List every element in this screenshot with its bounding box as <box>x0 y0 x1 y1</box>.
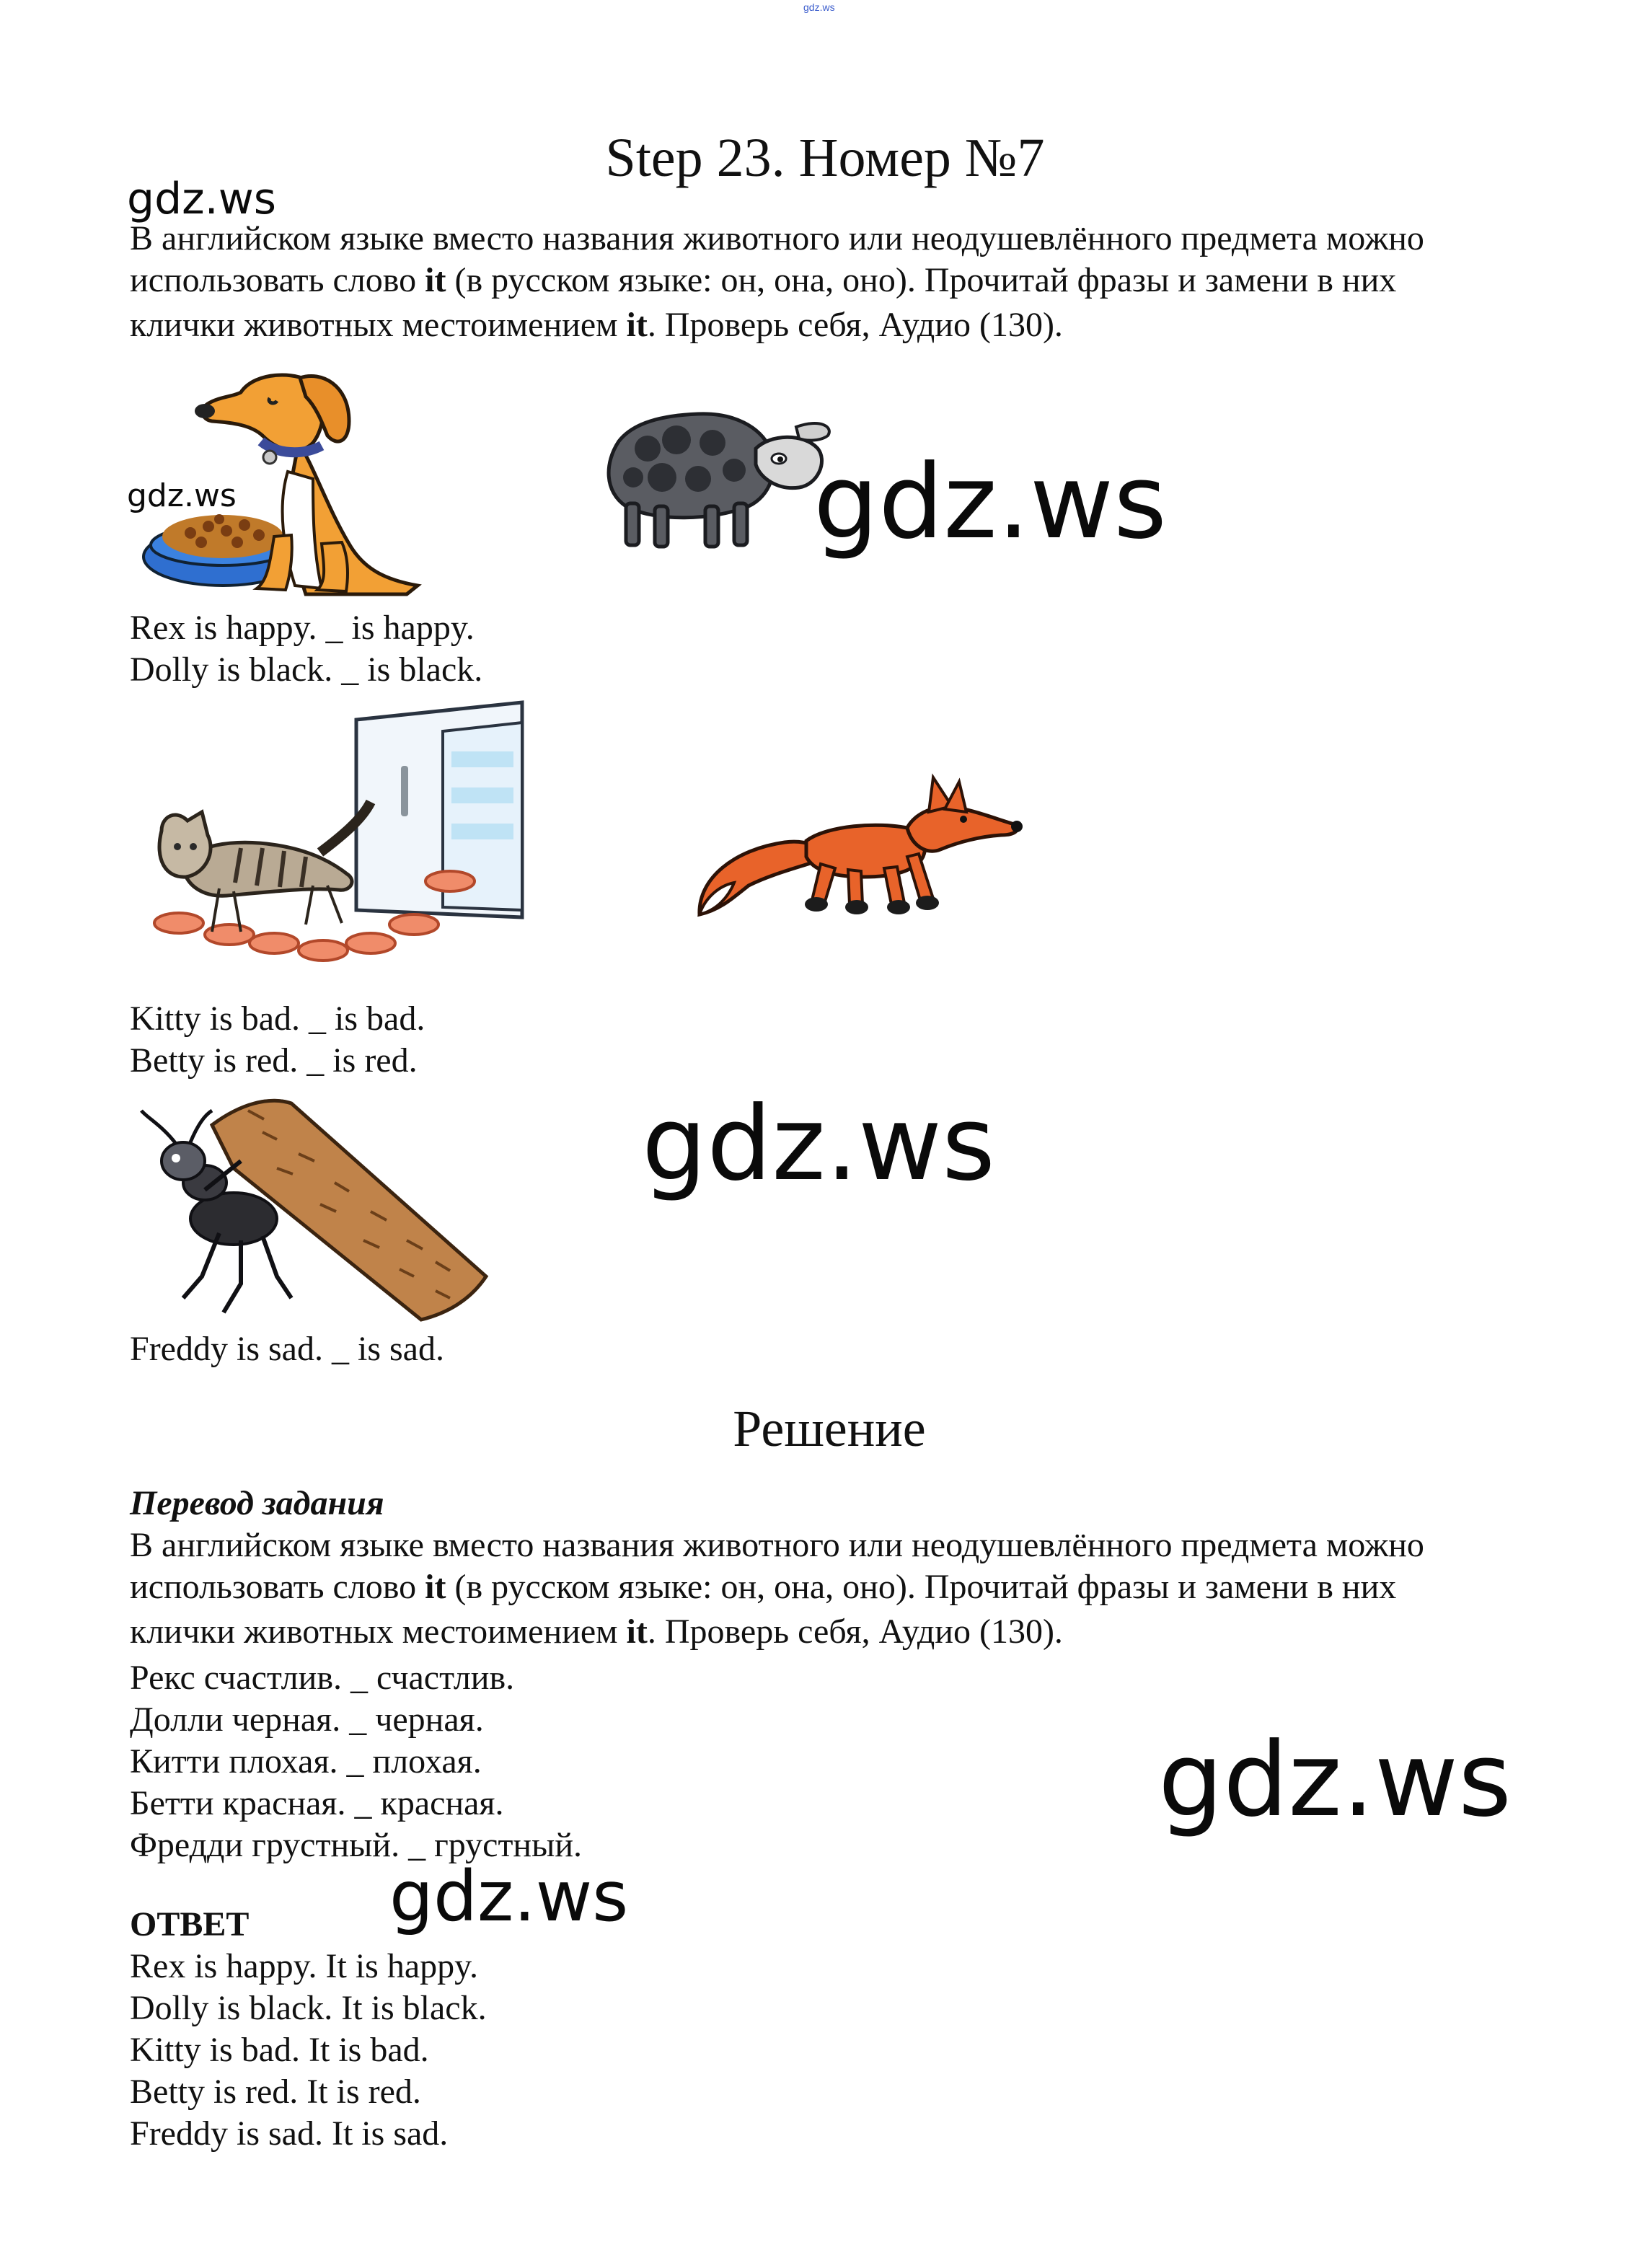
ru-line: Рекс счастлив. _ счастлив. <box>130 1659 515 1697</box>
top-site-mark: gdz.ws <box>803 1 835 13</box>
exercise-kitty: Kitty is bad. _ is bad. <box>130 1000 425 1038</box>
answer-line: Freddy is sad. It is sad. <box>130 2114 449 2153</box>
page-title: Step 23. Номер №7 <box>605 128 1045 188</box>
watermark: gdz.ws <box>389 1856 629 1937</box>
answer-line: Rex is happy. It is happy. <box>130 1947 479 1985</box>
answer-line: Dolly is black. It is black. <box>130 1989 487 2027</box>
sheep-illustration <box>590 398 835 552</box>
task-line-3: клички животных местоимением it. Проверь себя, Аудио (130). <box>130 1612 1063 1651</box>
ru-line: Китти плохая. _ плохая. <box>130 1742 482 1781</box>
watermark: gdz.ws <box>813 443 1168 562</box>
answer-line: Kitty is bad. It is bad. <box>130 2031 429 2069</box>
task-line-1: В английском языке вместо названия животного или неодушевлённого предмета можно <box>130 219 1424 257</box>
answer-heading: ОТВЕТ <box>130 1905 250 1943</box>
task-paragraph <box>130 218 1522 346</box>
solution-heading: Решение <box>733 1400 926 1457</box>
task-line-2: использовать слово it (в русском языке: он, она, оно). Прочитай фразы и замени в них <box>130 261 1397 299</box>
translation-task-paragraph <box>130 1524 1522 1653</box>
russian-lines <box>130 1657 582 1866</box>
task-line-1: В английском языке вместо названия животного или неодушевлённого предмета можно <box>130 1526 1424 1564</box>
watermark: gdz.ws <box>642 1085 996 1204</box>
watermark: gdz.ws <box>1158 1721 1512 1840</box>
answer-lines <box>130 1946 487 2155</box>
exercise-freddy: Freddy is sad. _ is sad. <box>130 1330 444 1368</box>
ru-line: Долли черная. _ черная. <box>130 1700 484 1739</box>
answer-line: Betty is red. It is red. <box>130 2073 421 2111</box>
exercise-betty: Betty is red. _ is red. <box>130 1041 418 1080</box>
watermark: gdz.ws <box>127 477 237 514</box>
watermark: gdz.ws <box>127 174 277 224</box>
ant-log-illustration <box>133 1082 493 1327</box>
task-line-3: клички животных местоимением it. Проверь себя, Аудио (130). <box>130 306 1063 344</box>
cat-fridge-illustration <box>133 694 537 997</box>
ru-line: Фредди грустный. _ грустный. <box>130 1826 583 1864</box>
exercise-dolly: Dolly is black. _ is black. <box>130 650 483 689</box>
task-line-2: использовать слово it (в русском языке: он, она, оно). Прочитай фразы и замени в них <box>130 1568 1397 1606</box>
fox-illustration <box>691 756 1023 930</box>
exercise-rex: Rex is happy. _ is happy. <box>130 609 475 647</box>
translation-heading: Перевод задания <box>130 1484 384 1522</box>
ru-line: Бетти красная. _ красная. <box>130 1784 504 1822</box>
